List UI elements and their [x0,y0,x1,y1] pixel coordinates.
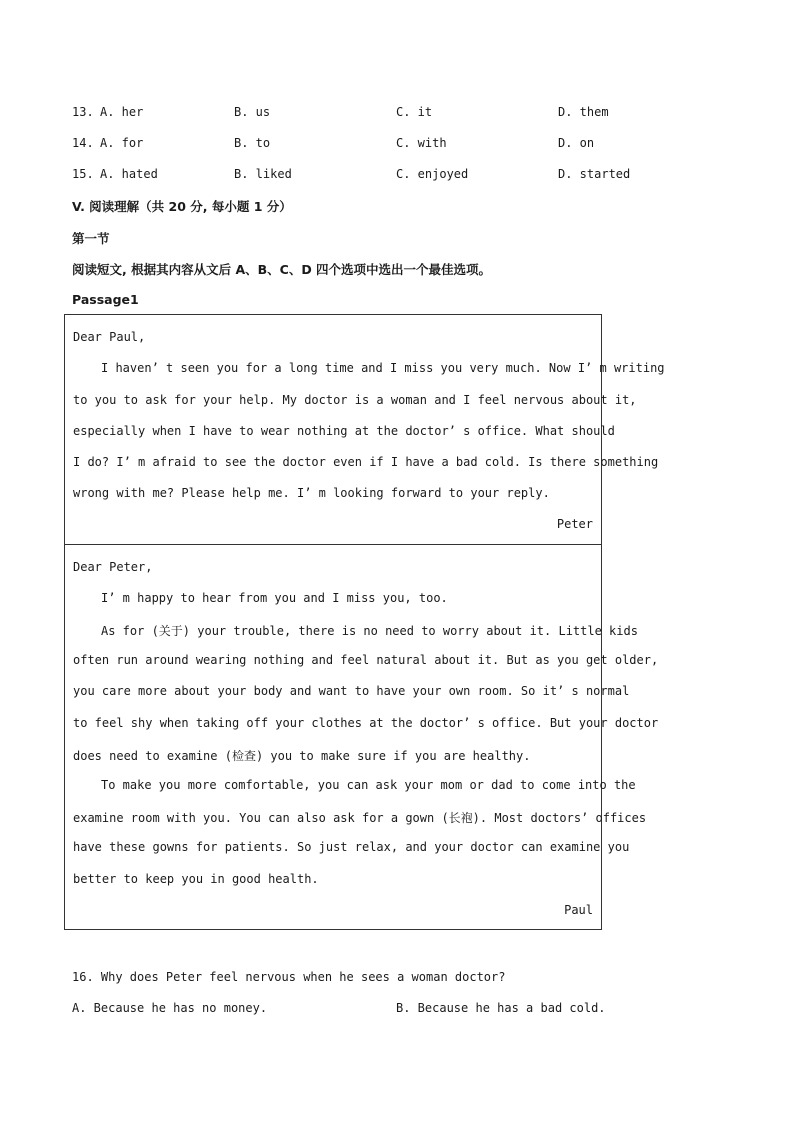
letter-signature: Peter [556,517,593,531]
option-b: B. liked [234,167,292,181]
instruction: 阅读短文, 根据其内容从文后 A、B、C、D 四个选项中选出一个最佳选项。 [72,262,492,277]
question-number: 15. [72,167,94,181]
letter-line: to feel shy when taking off your clothes at the doctor’ s office. But your doctor [73,716,659,730]
option-c: C. with [396,136,447,150]
letter-line: examine room with you. You can also ask for a gown (长袍). Most doctors’ offices [73,811,647,825]
letter-line: to you to ask for your help. My doctor is a woman and I feel nervous about it, [73,393,637,407]
letter-greeting: Dear Peter, [73,560,153,574]
letter-line: have these gowns for patients. So just relax, and your doctor can examine you [73,840,630,854]
letter-line: I do? I’ m afraid to see the doctor even if I have a bad cold. Is there something [73,455,659,469]
letter-line: better to keep you in good health. [73,872,319,886]
part-title: 第一节 [72,231,110,246]
letter-line: To make you more comfortable, you can ask your mom or dad to come into the [101,778,636,792]
option-b: B. to [234,136,271,150]
letter-line: As for (关于) your trouble, there is no need to worry about it. Little kids [101,624,638,638]
question-16-option-b: B. Because he has a bad cold. [396,1001,606,1015]
option-a: A. hated [100,167,158,181]
option-d: D. on [558,136,595,150]
letter-line: I haven’ t seen you for a long time and I miss you very much. Now I’ m writing [101,361,665,375]
letter-line: you care more about your body and want to have your own room. So it’ s normal [73,684,630,698]
letter-line: does need to examine (检查) you to make sure if you are healthy. [73,749,531,763]
option-c: C. enjoyed [396,167,469,181]
option-d: D. started [558,167,631,181]
option-a: A. for [100,136,144,150]
letter-paul-box [64,544,659,930]
question-16-option-a: A. Because he has no money. [72,1001,268,1015]
option-c: C. it [396,105,433,119]
letter-line: often run around wearing nothing and feel natural about it. But as you get older, [73,653,659,667]
letter-line: I’ m happy to hear from you and I miss you, too. [101,591,448,605]
letter-peter-box [64,314,665,545]
question-16-stem: 16. Why does Peter feel nervous when he sees a woman doctor? [72,970,506,984]
letter-signature: Paul [564,903,593,917]
letter-line: wrong with me? Please help me. I’ m looking forward to your reply. [73,486,550,500]
question-number: 13. [72,105,94,119]
question-number: 14. [72,136,94,150]
passage-label: Passage1 [72,292,139,307]
letter-greeting: Dear Paul, [73,330,146,344]
option-a: A. her [100,105,144,119]
letter-line: especially when I have to wear nothing at the doctor’ s office. What should [73,424,615,438]
option-b: B. us [234,105,271,119]
option-d: D. them [558,105,609,119]
section-title: V. 阅读理解（共 20 分, 每小题 1 分） [72,199,292,214]
